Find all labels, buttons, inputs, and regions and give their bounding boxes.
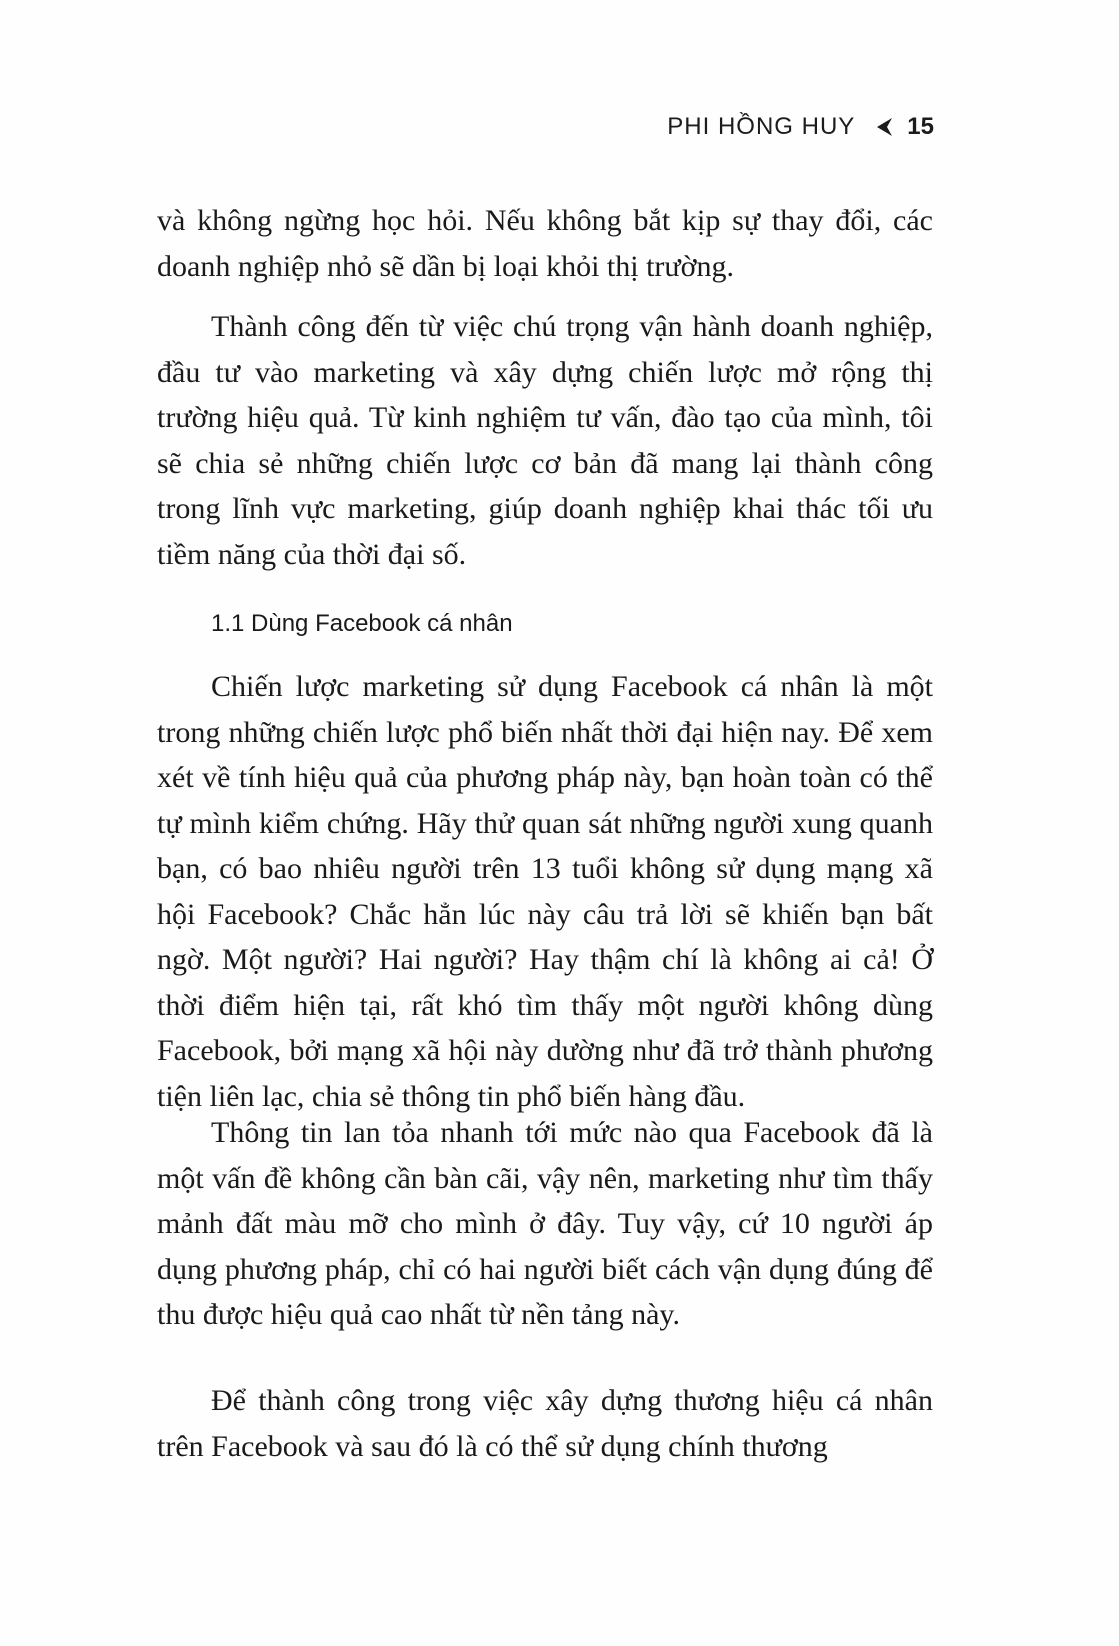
paragraph xyxy=(157,664,933,1119)
paragraph-text: Chiến lược marketing sử dụng Facebook cá nhân là một trong những chiến lược phổ biến nhất thời đại hiện nay. Để xem xét về tính hiệu quả của phương pháp này, bạn hoàn toàn có thể tự mình kiểm chứng. Hãy thử quan sát những người xung quanh bạn, có bao nhiêu người trên 13 tuổi không sử dụng mạng xã hội Facebook? Chắc hẳn lúc này câu trả lời sẽ khiến bạn bất ngờ. Một người? Hai người? Hay thậm chí là không ai cả! Ở thời điểm hiện tại, rất khó tìm thấy một người không dùng Facebook, bởi mạng xã hội này dường như đã trở thành phương tiện liên lạc, chia sẻ thông tin phổ biến hàng đầu. xyxy=(157,670,933,1113)
left-arrow-icon xyxy=(875,117,893,137)
paragraph xyxy=(157,1378,933,1469)
paragraph-continued xyxy=(157,198,933,289)
paragraph-text: và không ngừng học hỏi. Nếu không bắt kịp sự thay đổi, các doanh nghiệp nhỏ sẽ dần bị loại khỏi thị trường. xyxy=(157,204,933,283)
running-header xyxy=(667,113,934,141)
paragraph-text: Thông tin lan tỏa nhanh tới mức nào qua Facebook đã là một vấn đề không cần bàn cãi, vậy nên, marketing như tìm thấy mảnh đất màu mỡ cho mình ở đây. Tuy vậy, cứ 10 người áp dụng phương pháp, chỉ có hai người biết cách vận dụng đúng để thu được hiệu quả cao nhất từ nền tảng này. xyxy=(157,1116,933,1331)
paragraph xyxy=(157,1110,933,1338)
section-heading: 1.1 Dùng Facebook cá nhân xyxy=(211,610,513,637)
author-name: PHI HỒNG HUY xyxy=(667,113,856,140)
page-number: 15 xyxy=(907,113,934,140)
paragraph xyxy=(157,304,933,577)
paragraph-text: Để thành công trong việc xây dựng thương hiệu cá nhân trên Facebook và sau đó là có thể sử dụng chính thương xyxy=(157,1384,933,1463)
paragraph-text: Thành công đến từ việc chú trọng vận hành doanh nghiệp, đầu tư vào marketing và xây dựng chiến lược mở rộng thị trường hiệu quả. Từ kinh nghiệm tư vấn, đào tạo của mình, tôi sẽ chia sẻ những chiến lược cơ bản đã mang lại thành công trong lĩnh vực marketing, giúp doanh nghiệp khai thác tối ưu tiềm năng của thời đại số. xyxy=(157,310,933,571)
